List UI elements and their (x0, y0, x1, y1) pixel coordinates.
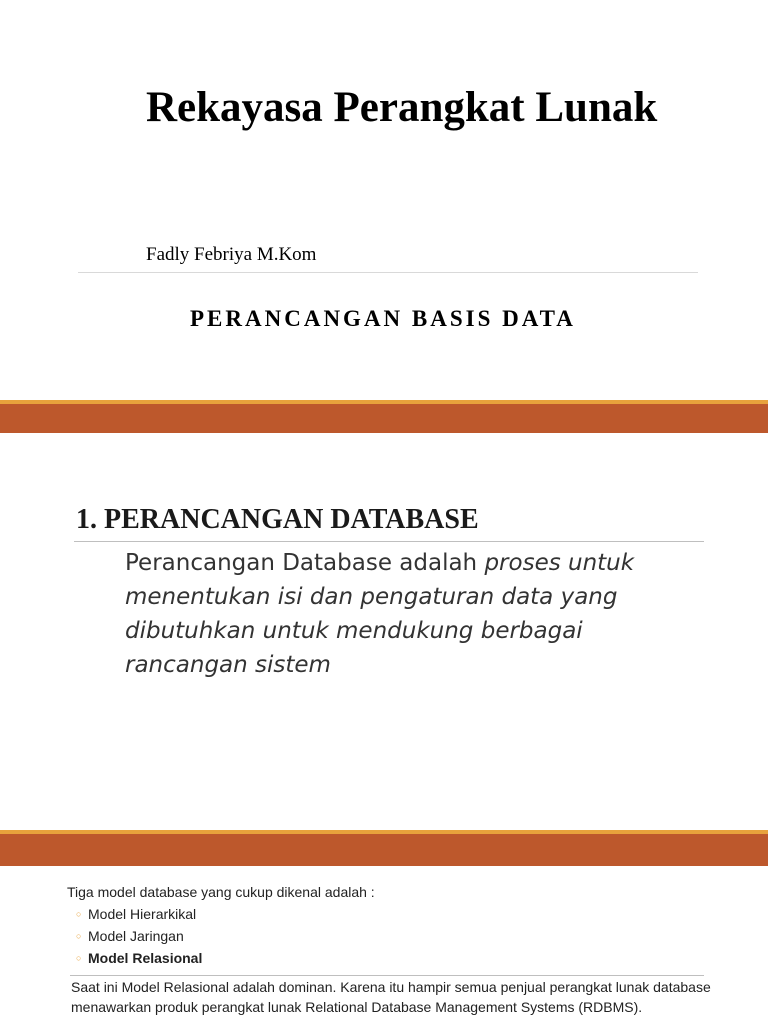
list-item (76, 903, 202, 925)
divider (74, 541, 704, 542)
list-item-label: Model Jaringan (88, 928, 184, 944)
definition-text (125, 546, 685, 682)
list-item (76, 947, 202, 969)
divider (78, 272, 698, 273)
divider (70, 975, 704, 976)
models-paragraph: Saat ini Model Relasional adalah dominan. Karena itu hampir semua penjual perangkat lunak database menawarkan produk perangkat lunak Relational Database Management Systems (RDBMS). (71, 979, 711, 1015)
list-item-label: Model Relasional (88, 950, 203, 966)
circle-bullet-icon: ○ (76, 931, 82, 941)
author-name: Fadly Febriya M.Kom (146, 244, 317, 265)
slide-subtitle: PERANCANGAN BASIS DATA (190, 306, 576, 331)
slide-database-models (0, 866, 768, 1024)
slide-title-heading: Rekayasa Perangkat Lunak (146, 84, 658, 131)
list-item (76, 925, 202, 947)
section-heading: 1. PERANCANGAN DATABASE (76, 504, 479, 535)
slide-separator-band (0, 834, 768, 866)
models-intro: Tiga model database yang cukup dikenal adalah : (67, 884, 375, 900)
circle-bullet-icon: ○ (76, 953, 82, 963)
slide-title (0, 0, 768, 400)
list-item-label: Model Hierarkikal (88, 906, 197, 922)
models-list (76, 903, 202, 969)
definition-text-plain: Perancangan Database adalah (125, 550, 485, 576)
slide-separator-band (0, 404, 768, 433)
circle-bullet-icon: ○ (76, 909, 82, 919)
definition-text-italic: proses untuk menentukan isi dan pengaturan data yang dibutuhkan untuk mendukung berbagai rancangan sistem (125, 550, 635, 678)
slide-definition (0, 433, 768, 830)
